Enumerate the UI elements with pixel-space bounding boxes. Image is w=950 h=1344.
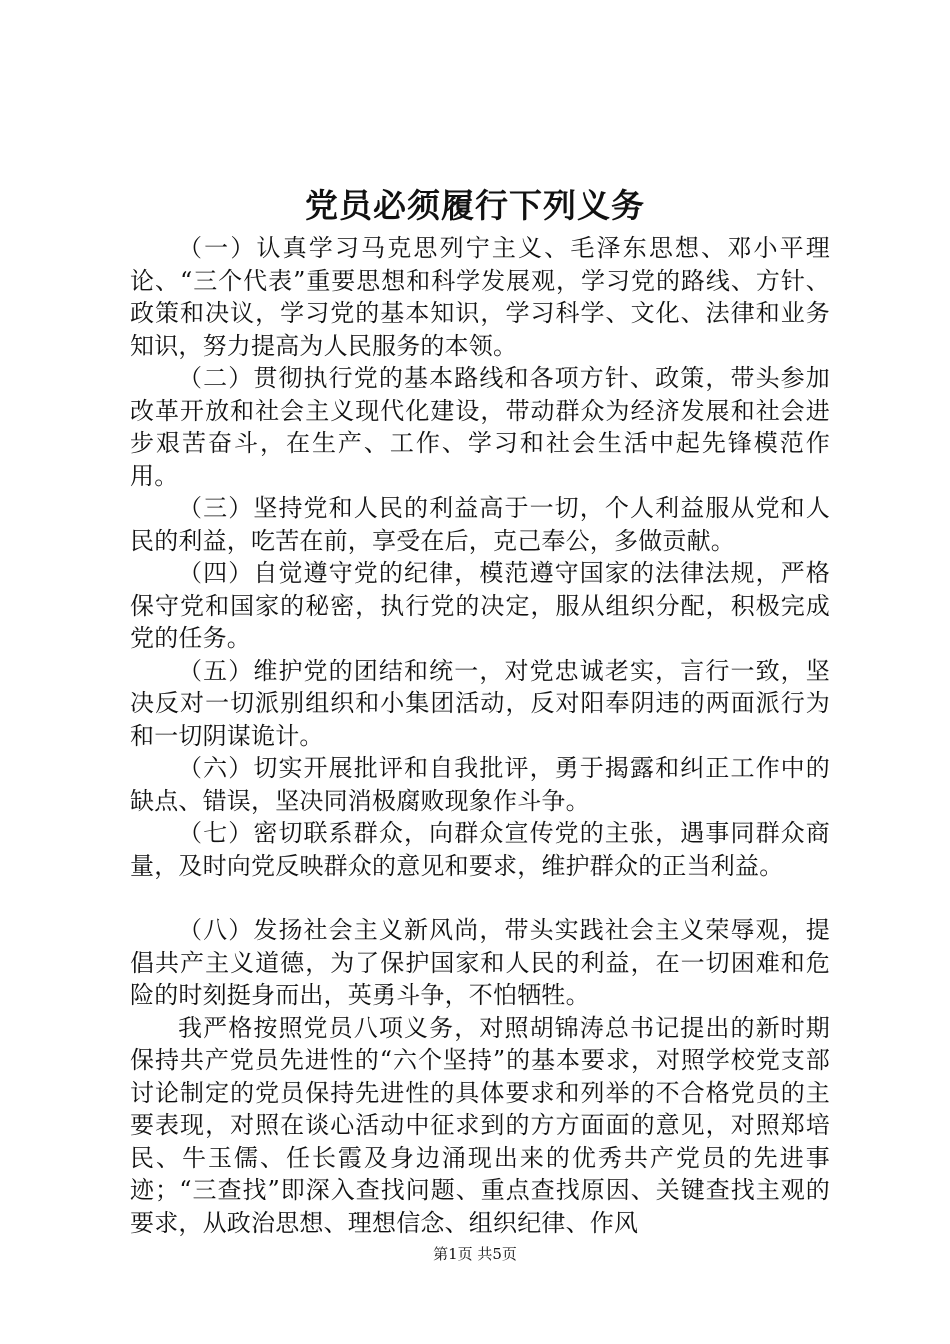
paragraph-duty-8: （八）发扬社会主义新风尚，带头实践社会主义荣辱观，提倡共产主义道德，为了保护国家和人民的利益，在一切困难和危险的时刻挺身而出，英勇斗争，不怕牺牲。 <box>130 916 830 1009</box>
paragraph-duty-5: （五）维护党的团结和统一，对党忠诚老实，言行一致，坚决反对一切派别组织和小集团活动，反对阳奉阴违的两面派行为和一切阴谋诡计。 <box>130 656 830 750</box>
page-footer: 第1页 共5页 <box>433 1245 517 1263</box>
paragraph-self-review: 我严格按照党员八项义务，对照胡锦涛总书记提出的新时期保持共产党员先进性的“六个坚持”的基本要求，对照学校党支部讨论制定的党员保持先进性的具体要求和列举的不合格党员的主要表现，对照在谈心活动中征求到的方方面面的意见，对照郑培民、牛玉儒、任长霞及身边涌现出来的优秀共产党员的先进事迹；“三查找”即深入查找问题、重点查找原因、关键查找主观的要求，从政治思想、理想信念、组织纪律、作风 <box>130 1013 830 1237</box>
paragraph-duty-4: （四）自觉遵守党的纪律，模范遵守国家的法律法规，严格保守党和国家的秘密，执行党的决定，服从组织分配，积极完成党的任务。 <box>130 559 830 652</box>
document-title: 党员必须履行下列义务 <box>305 186 645 225</box>
paragraph-duty-2: （二）贯彻执行党的基本路线和各项方针、政策，带头参加改革开放和社会主义现代化建设，带动群众为经济发展和社会进步艰苦奋斗，在生产、工作、学习和社会生活中起先锋模范作用。 <box>130 364 830 490</box>
document-body <box>130 232 830 1239</box>
paragraph-duty-6: （六）切实开展批评和自我批评，勇于揭露和纠正工作中的缺点、错误，坚决同消极腐败现象作斗争。 <box>130 754 830 815</box>
paragraph-duty-3: （三）坚持党和人民的利益高于一切，个人利益服从党和人民的利益，吃苦在前，享受在后，克己奉公，多做贡献。 <box>130 494 830 555</box>
paragraph-duty-7: （七）密切联系群众，向群众宣传党的主张，遇事同群众商量，及时向党反映群众的意见和要求，维护群众的正当利益。 <box>130 819 830 880</box>
paragraph-duty-1: （一）认真学习马克思列宁主义、毛泽东思想、邓小平理论、“三个代表”重要思想和科学发展观，学习党的路线、方针、政策和决议，学习党的基本知识，学习科学、文化、法律和业务知识，努力提高为人民服务的本领。 <box>130 234 830 360</box>
